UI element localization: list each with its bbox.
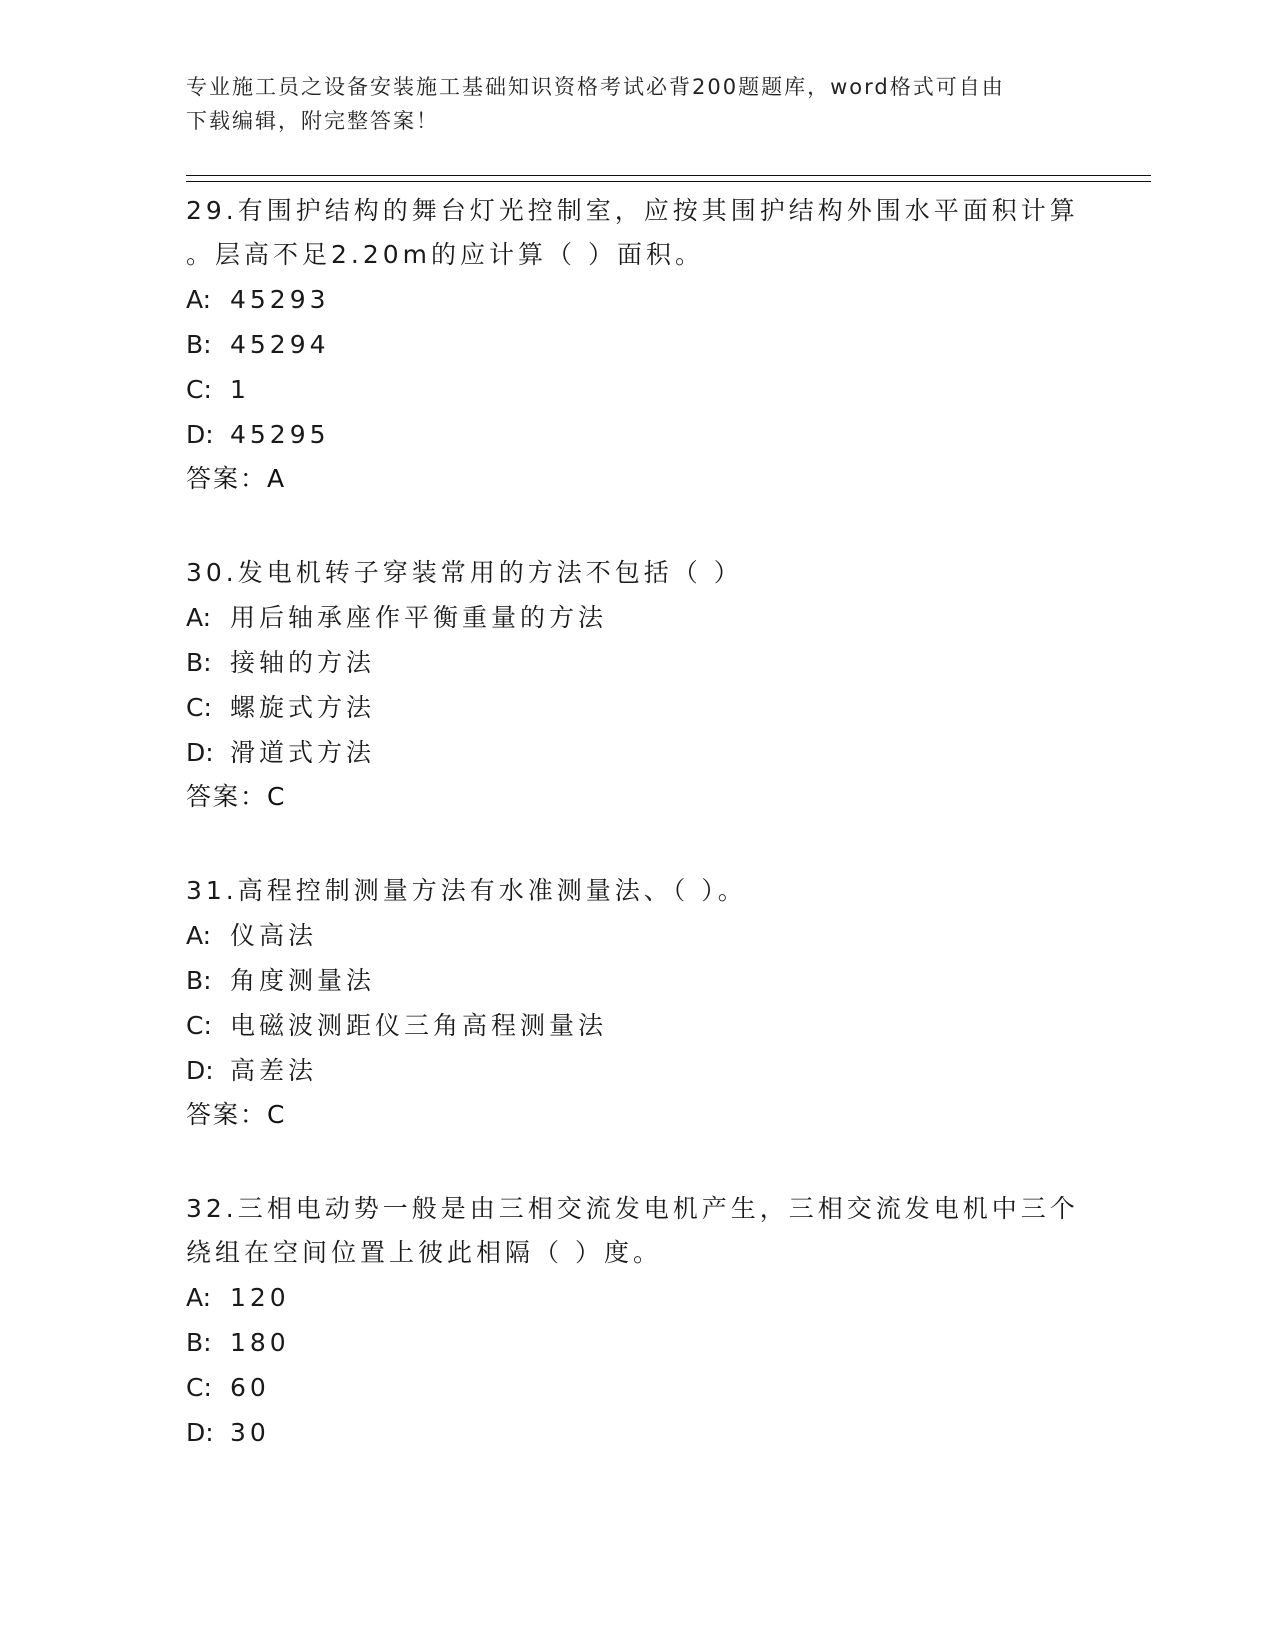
header-line-1: 专业施工员之设备安装施工基础知识资格考试必背200题题库，word格式可自由	[186, 75, 1005, 99]
question-stem-line-1: 29.有围护结构的舞台灯光控制室，应按其围护结构外围水平面积计算	[186, 196, 1079, 225]
option-b	[186, 640, 1086, 685]
option-a	[186, 595, 1086, 640]
option-text: 滑道式方法	[230, 738, 376, 767]
option-key: C:	[186, 375, 212, 404]
option-c	[186, 685, 1086, 730]
option-b	[186, 1320, 1086, 1365]
option-text: 仪高法	[230, 921, 318, 950]
header-divider-bottom	[186, 181, 1151, 182]
option-text: 高差法	[230, 1056, 318, 1085]
option-a	[186, 913, 1086, 958]
option-key: A:	[186, 285, 212, 314]
question-stem	[186, 869, 1086, 913]
option-key: D:	[186, 1418, 214, 1447]
option-d	[186, 412, 1086, 457]
option-key: D:	[186, 738, 214, 767]
option-b	[186, 322, 1086, 367]
option-text: 45295	[230, 420, 330, 449]
answer-value: A	[267, 464, 285, 493]
question-stem	[186, 1187, 1086, 1275]
answer-label: 答案：	[186, 464, 268, 493]
option-c	[186, 1003, 1086, 1048]
option-text: 角度测量法	[230, 966, 376, 995]
option-key: B:	[186, 330, 212, 359]
question-30	[186, 551, 1086, 819]
option-a	[186, 1275, 1086, 1320]
option-text: 用后轴承座作平衡重量的方法	[230, 603, 608, 632]
option-key: C:	[186, 1011, 212, 1040]
option-text: 120	[230, 1283, 290, 1312]
option-key: A:	[186, 603, 212, 632]
option-b	[186, 958, 1086, 1003]
option-d	[186, 730, 1086, 775]
header-line-2: 下载编辑，附完整答案！	[186, 109, 439, 133]
answer-label: 答案：	[186, 782, 268, 811]
answer-value: C	[267, 782, 285, 811]
question-stem-line-2: 绕组在空间位置上彼此相隔（ ）度。	[186, 1238, 662, 1267]
option-key: B:	[186, 1328, 212, 1357]
option-d	[186, 1048, 1086, 1093]
answer-line	[186, 457, 1086, 501]
option-key: D:	[186, 420, 214, 449]
option-text: 接轴的方法	[230, 648, 376, 677]
question-stem	[186, 551, 1086, 595]
option-text: 螺旋式方法	[230, 693, 376, 722]
option-text: 60	[230, 1373, 270, 1402]
option-text: 30	[230, 1418, 270, 1447]
option-c	[186, 1365, 1086, 1410]
question-stem-line-1: 30.发电机转子穿装常用的方法不包括（ ）	[186, 558, 743, 587]
question-29	[186, 189, 1086, 501]
header-divider-top	[186, 175, 1151, 176]
question-stem-line-2: 。层高不足2.20m的应计算（ ）面积。	[186, 240, 704, 269]
option-text: 1	[230, 375, 250, 404]
answer-line	[186, 1093, 1086, 1137]
option-a	[186, 277, 1086, 322]
option-d	[186, 1410, 1086, 1455]
question-31	[186, 869, 1086, 1137]
option-key: A:	[186, 921, 212, 950]
question-stem-line-1: 31.高程控制测量方法有水准测量法、（ ）。	[186, 876, 747, 905]
answer-value: C	[267, 1100, 285, 1129]
option-text: 45293	[230, 285, 330, 314]
option-key: D:	[186, 1056, 214, 1085]
option-key: C:	[186, 1373, 212, 1402]
option-c	[186, 367, 1086, 412]
question-32	[186, 1187, 1086, 1455]
answer-line	[186, 775, 1086, 819]
answer-label: 答案：	[186, 1100, 268, 1129]
question-list	[186, 186, 1086, 1505]
option-key: A:	[186, 1283, 212, 1312]
document-header	[186, 70, 1066, 138]
option-text: 电磁波测距仪三角高程测量法	[230, 1011, 608, 1040]
option-text: 180	[230, 1328, 290, 1357]
option-key: C:	[186, 693, 212, 722]
question-stem	[186, 189, 1086, 277]
option-text: 45294	[230, 330, 330, 359]
option-key: B:	[186, 648, 212, 677]
option-key: B:	[186, 966, 212, 995]
question-stem-line-1: 32.三相电动势一般是由三相交流发电机产生，三相交流发电机中三个	[186, 1194, 1079, 1223]
